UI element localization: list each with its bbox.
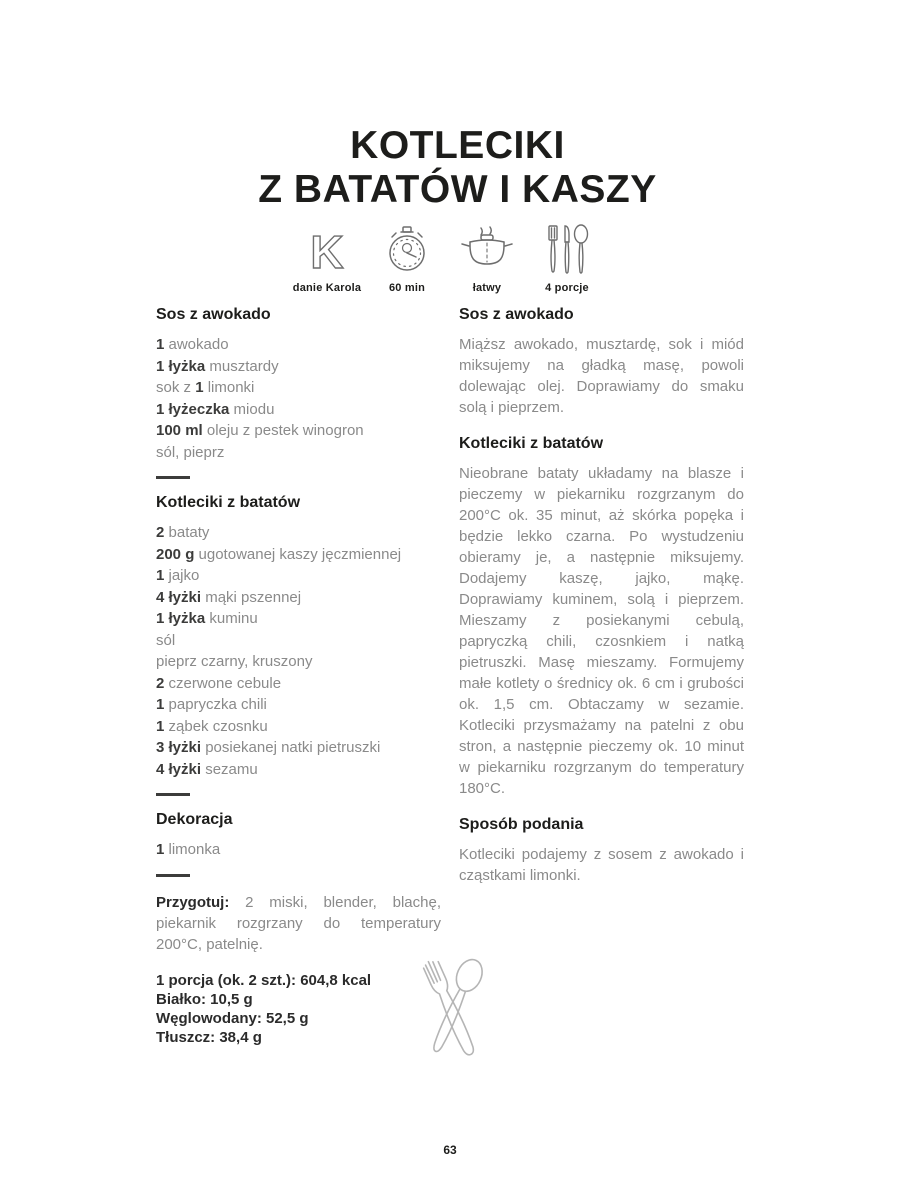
ingredient-line <box>156 587 441 609</box>
recipe-columns <box>156 306 744 1047</box>
ingredient-text: limonka <box>164 841 221 858</box>
ingredient-line <box>156 356 441 378</box>
meta-item-servings <box>527 224 607 294</box>
fork-spoon-illustration <box>396 950 511 1080</box>
instructions-column <box>459 306 744 1047</box>
ingredient-line <box>156 608 441 630</box>
ingredient-text: awokado <box>164 336 229 353</box>
instructions-section-heading: Sos z awokado <box>459 306 574 323</box>
prepare-text: 2 miski, blender, blachę, piekarnik rozgrzany do temperatury 200°C, patelnię. <box>156 893 441 953</box>
ingredient-amount: 4 łyżki <box>156 760 202 778</box>
section-divider <box>156 476 190 479</box>
ingredient-line <box>156 377 441 399</box>
pot-icon <box>447 224 527 276</box>
ingredient-line <box>156 420 441 442</box>
ingredient-amount: 1 <box>156 717 165 735</box>
ingredients-section-heading: Kotleciki z batatów <box>156 494 301 511</box>
ingredient-text: czerwone cebule <box>164 674 282 692</box>
recipe-title-line1: KOTLECIKI <box>350 124 565 167</box>
stopwatch-icon <box>367 224 447 276</box>
ingredient-text: pieprz czarny, kruszony <box>156 653 313 670</box>
ingredient-text: oleju z pestek winogron <box>202 422 364 439</box>
ingredient-amount: 1 <box>156 336 165 353</box>
recipe-title-line2: Z BATATÓW I KASZY <box>258 168 657 211</box>
ingredient-text: sezamu <box>201 760 258 778</box>
ingredient-text: miodu <box>229 400 275 418</box>
prepare-label: Przygotuj: <box>156 893 230 911</box>
ingredients-column <box>156 306 441 1047</box>
ingredient-line <box>156 839 441 861</box>
ingredient-text: limonki <box>203 379 255 396</box>
ingredient-amount: 3 łyżki <box>156 739 202 756</box>
ingredient-text: ząbek czosnku <box>164 717 268 735</box>
ingredient-line <box>156 522 441 544</box>
instructions-paragraph: Kotleciki podajemy z sosem z awokado i cząstkami limonki. <box>459 846 744 884</box>
nutrition-calories: 1 porcja (ok. 2 szt.): 604,8 kcal <box>156 971 372 989</box>
instructions-section-heading: Kotleciki z batatów <box>459 435 604 452</box>
meta-label-time: 60 min <box>388 282 426 294</box>
ingredient-line <box>156 651 441 673</box>
k-letter-icon <box>287 224 367 276</box>
ingredient-text: sól <box>156 631 176 649</box>
ingredient-line <box>156 630 441 652</box>
ingredient-text: kuminu <box>205 610 258 627</box>
nutrition-fat: Tłuszcz: 38,4 g <box>156 1028 262 1046</box>
ingredient-text: musztardy <box>205 357 279 375</box>
cutlery-icon <box>527 224 607 276</box>
ingredient-amount: 1 łyżka <box>156 357 206 375</box>
ingredient-line <box>156 737 441 759</box>
svg-text:K: K <box>310 226 344 276</box>
ingredient-amount: 1 <box>156 567 165 584</box>
ingredient-prefix: sok z <box>156 379 196 396</box>
ingredient-line <box>156 759 441 781</box>
recipe-title <box>0 124 915 212</box>
meta-label-author: danie Karola <box>292 282 362 294</box>
ingredient-line <box>156 673 441 695</box>
ingredient-text: sól, pieprz <box>156 443 225 461</box>
meta-item-difficulty <box>447 224 527 294</box>
ingredient-line <box>156 565 441 587</box>
recipe-meta-row <box>287 224 607 294</box>
instructions-paragraph: Miąższ awokado, musztardę, sok i miód miksujemy na gładką masę, powoli dolewając olej. Doprawiamy do smaku solą i pieprzem. <box>459 336 744 416</box>
instructions-section-heading: Sposób podania <box>459 816 584 833</box>
ingredient-amount: 1 <box>156 841 165 858</box>
ingredient-amount: 4 łyżki <box>156 588 202 606</box>
ingredient-amount: 1 łyżka <box>156 610 206 627</box>
instructions-paragraph: Nieobrane bataty układamy na blasze i pieczemy w piekarniku rozgrzanym do 200°C ok. 35 minut, aż skórka popęka i będzie lekko czarna. Po wystudzeniu obieramy je, a następnie miksujemy. Dodajemy kaszę, jajko, mąkę. Doprawiamy kuminem, solą i pieprzem. Mieszamy z posiekanymi cebulą, papryczką chili, czosnkiem i natką pietruszki. Masę mieszamy. Formujemy małe kotlety o średnicy ok. 6 cm i grubości ok. 1,5 cm. Obtaczamy w sezamie. Kotleciki przysmażamy na patelni z obu stron, a następnie pieczemy ok. 10 minut w piekarniku rozgrzanym do temperatury 180°C. <box>459 465 744 797</box>
ingredient-line <box>156 694 441 716</box>
ingredient-line <box>156 399 441 421</box>
ingredient-line <box>156 442 441 464</box>
ingredients-section-heading: Dekoracja <box>156 811 233 828</box>
ingredient-amount: 1 łyżeczka <box>156 400 230 418</box>
ingredient-text: bataty <box>164 524 210 541</box>
ingredient-amount: 1 <box>156 696 165 713</box>
meta-label-servings: 4 porcje <box>545 282 589 294</box>
ingredient-amount: 100 ml <box>156 422 203 439</box>
page-number: 63 <box>443 1143 457 1157</box>
ingredient-amount: 2 <box>156 674 165 692</box>
ingredient-amount: 2 <box>156 524 165 541</box>
ingredient-line <box>156 334 441 356</box>
section-divider <box>156 793 190 796</box>
meta-item-time <box>367 224 447 294</box>
ingredient-line <box>156 544 441 566</box>
ingredient-text: posiekanej natki pietruszki <box>201 739 381 756</box>
ingredient-text: ugotowanej kaszy jęczmiennej <box>194 545 402 563</box>
ingredient-amount: 200 g <box>156 545 195 563</box>
ingredients-section-heading: Sos z awokado <box>156 306 271 323</box>
ingredient-text: mąki pszennej <box>201 588 302 606</box>
section-divider <box>156 874 190 877</box>
ingredient-line <box>156 716 441 738</box>
meta-item-author <box>287 224 367 294</box>
prepare-note <box>156 892 441 955</box>
nutrition-protein: Białko: 10,5 g <box>156 990 253 1008</box>
meta-label-difficulty: łatwy <box>472 282 502 294</box>
ingredient-text: jajko <box>164 567 200 584</box>
ingredient-text: papryczka chili <box>164 696 267 713</box>
ingredient-amount: 1 <box>195 379 204 396</box>
nutrition-carbs: Węglowodany: 52,5 g <box>156 1009 309 1027</box>
